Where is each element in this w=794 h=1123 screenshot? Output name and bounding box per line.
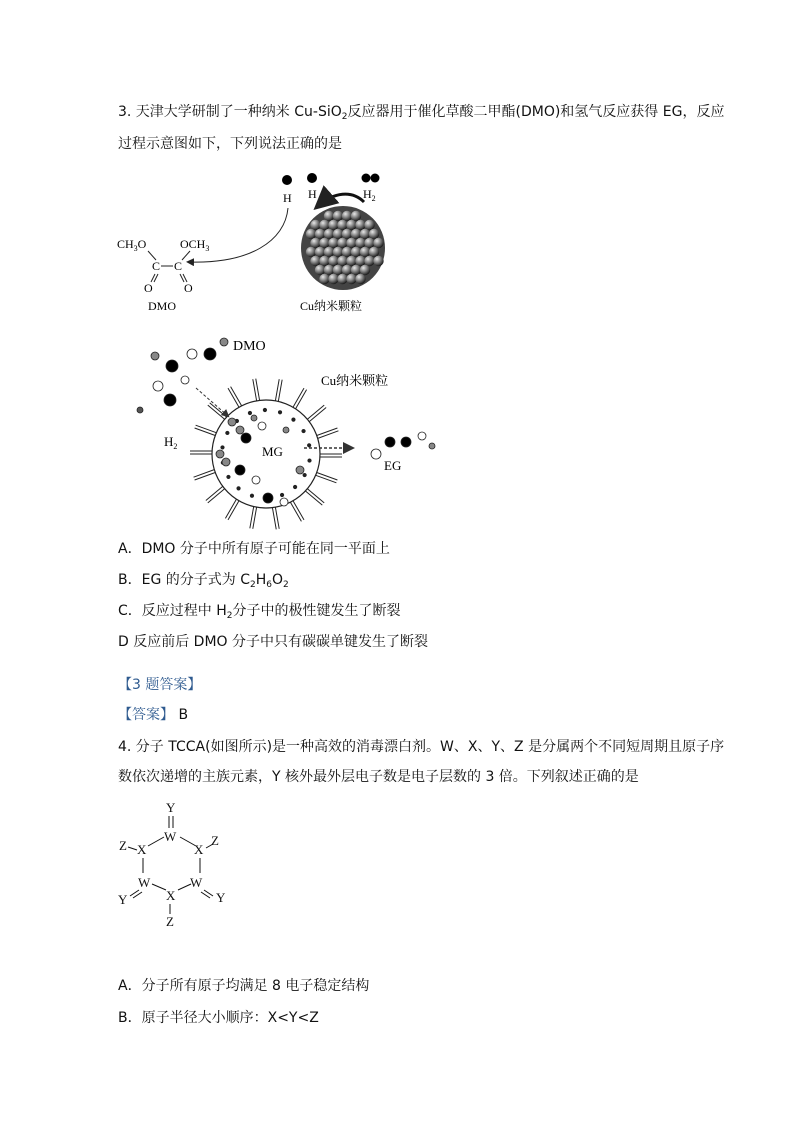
svg-text:OCH3: $OCH_3$ <box>180 237 210 253</box>
svg-text:H: H <box>308 187 317 201</box>
svg-text:W: W <box>190 875 203 890</box>
cu-nanoparticle <box>301 206 385 290</box>
svg-text:W: W <box>164 829 177 844</box>
svg-text:C: C <box>174 259 183 273</box>
svg-text:DMO: DMO <box>233 339 266 354</box>
q3-answer: 【答案】 B <box>118 707 189 723</box>
svg-text:O: O <box>144 281 153 295</box>
svg-text:X: X <box>166 888 176 903</box>
svg-text:CH3O: $CH_3O$ <box>117 237 147 253</box>
svg-text:Y: Y <box>166 800 176 815</box>
svg-text:Y: Y <box>118 892 128 907</box>
svg-text:X: X <box>137 842 147 857</box>
svg-text:EG: EG <box>384 458 402 473</box>
svg-text:O: O <box>184 281 193 295</box>
svg-text:H: H <box>283 191 292 205</box>
q4-option-b: B．原子半径大小顺序：X<Y<Z <box>118 1010 319 1026</box>
q3-figure-mechanism <box>0 330 794 530</box>
q4-stem-line1: 4. 分子 TCCA(如图所示)是一种高效的消毒漂白剂。W、X、Y、Z 是分属两个不同短周期且原子序 <box>118 739 725 755</box>
q3-stem-line2: 过程示意图如下，下列说法正确的是 <box>118 136 342 152</box>
svg-text:H2: $H_2$ <box>363 187 376 203</box>
svg-text:H2: $H_2$ <box>164 434 178 451</box>
svg-text:W: W <box>138 875 151 890</box>
cu-label: Cu纳米颗粒 <box>300 299 363 313</box>
q3-stem-line1: 3. 天津大学研制了一种纳米 Cu-SiO$_2$反应器用于催化草酸二甲酯(DMO)和氢气反应获得 EG，反应 <box>118 104 725 122</box>
svg-text:Z: Z <box>211 833 219 848</box>
dmo-label: DMO <box>148 299 177 313</box>
q3-option-a: A．DMO 分子中所有原子可能在同一平面上 <box>118 541 390 557</box>
svg-text:MG: MG <box>262 444 283 459</box>
q3-option-b: B．EG 的分子式为 $C_2H_6O_2$ <box>118 572 289 590</box>
svg-text:Z: Z <box>166 914 174 929</box>
q3-answer-heading: 【3 题答案】 <box>118 677 202 693</box>
svg-text:Cu纳米颗粒: Cu纳米颗粒 <box>321 373 389 388</box>
svg-text:X: X <box>194 842 204 857</box>
svg-text:C: C <box>152 259 161 273</box>
svg-text:Z: Z <box>119 838 127 853</box>
q4-stem-line2: 数依次递增的主族元素，Y 核外最外层电子数是电子层数的 3 倍。下列叙述正确的是 <box>118 769 639 785</box>
q3-figure-dmo-cu <box>0 166 794 326</box>
q3-option-c: C．反应过程中 $H_2$分子中的极性键发生了断裂 <box>118 603 401 621</box>
q4-option-a: A．分子所有原子均满足 8 电子稳定结构 <box>118 978 370 994</box>
q3-option-d: D 反应前后 DMO 分子中只有碳碳单键发生了断裂 <box>118 634 429 650</box>
q4-tcca-structure <box>110 800 310 935</box>
svg-text:Y: Y <box>216 890 226 905</box>
